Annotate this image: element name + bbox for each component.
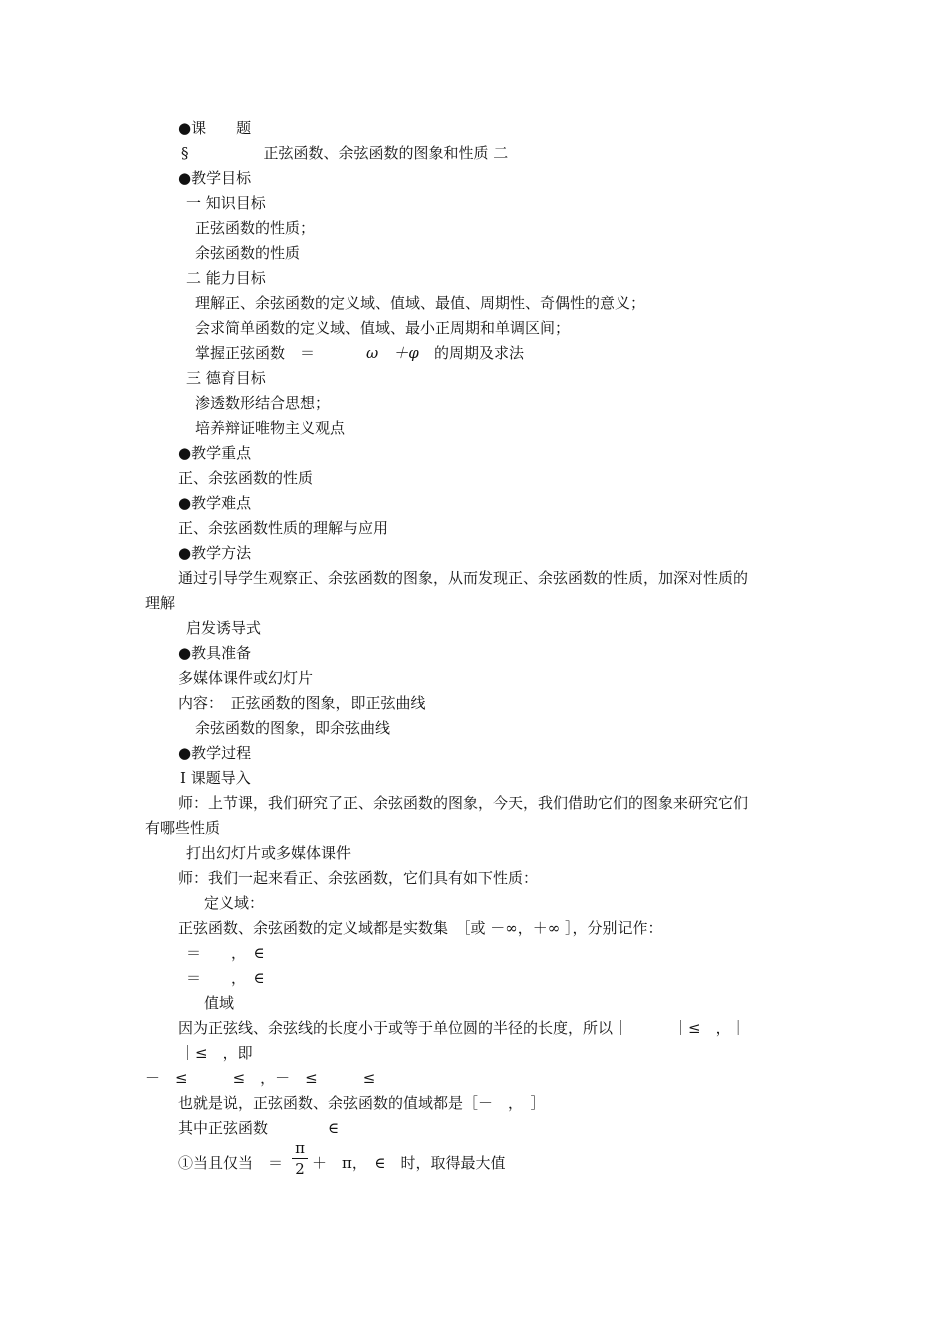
text-line: ＋ π， ∈ 时，取得最大值 — [312, 1154, 506, 1172]
text-line: 启发诱导式 — [186, 619, 262, 637]
text-line: 理解 — [145, 594, 176, 612]
text-line: 渗透数形结合思想； — [195, 394, 331, 412]
heading-key-points: ●教学重点 — [178, 444, 252, 462]
fraction-bar — [292, 1158, 308, 1159]
text-line: 内容： 正弦函数的图象，即正弦曲线 — [178, 694, 426, 712]
text-line: 余弦函数的图象，即余弦曲线 — [195, 719, 391, 737]
text-line: 正弦函数、余弦函数的定义域都是实数集 ［或 －∞，＋∞ ］，分别记作： — [178, 919, 663, 937]
fraction-denominator: 2 — [295, 1160, 305, 1178]
text-line: 打出幻灯片或多媒体课件 — [186, 844, 352, 862]
text-line: ｜≤ ，即 — [180, 1044, 253, 1062]
subheading-moral: 三 德育目标 — [186, 369, 266, 387]
text-line: 因为正弦线、余弦线的长度小于或等于单位圆的半径的长度，所以｜ ｜≤ ，｜ — [178, 1019, 746, 1037]
heading-methods: ●教学方法 — [178, 544, 252, 562]
text-line: 师：上节课，我们研究了正、余弦函数的图象，今天，我们借助它们的图象来研究它们 — [178, 794, 749, 812]
formula-line: － ≤ ≤ ，－ ≤ ≤ — [145, 1069, 376, 1087]
text-line: 也就是说，正弦函数、余弦函数的值域都是［－ ， ］ — [178, 1094, 546, 1112]
text-line: 通过引导学生观察正、余弦函数的图象，从而发现正、余弦函数的性质，加深对性质的 — [178, 569, 749, 587]
text-line: 的周期及求法 — [434, 344, 525, 362]
text-line: 多媒体课件或幻灯片 — [178, 669, 314, 687]
heading-topic: ●课 题 — [178, 119, 252, 137]
subheading-ability: 二 能力目标 — [186, 269, 266, 287]
text-line: 余弦函数的性质 — [195, 244, 301, 262]
text-line: 培养辩证唯物主义观点 — [195, 419, 346, 437]
formula-line: ＝ ， ∈ — [186, 944, 265, 962]
text-line: 会求简单函数的定义域、值域、最小正周期和单调区间； — [195, 319, 571, 337]
heading-difficulties: ●教学难点 — [178, 494, 252, 512]
heading-materials: ●教具准备 — [178, 644, 252, 662]
subheading-knowledge: 一 知识目标 — [186, 194, 266, 212]
fraction-pi-over-2 — [292, 1139, 308, 1178]
text-line: 理解正、余弦函数的定义域、值域、最值、周期性、奇偶性的意义； — [195, 294, 646, 312]
heading-objectives: ●教学目标 — [178, 169, 252, 187]
text-line: 正、余弦函数的性质 — [178, 469, 314, 487]
subheading-domain: 定义域： — [204, 894, 265, 912]
subheading-intro: Ⅰ 课题导入 — [180, 769, 251, 787]
formula-line: ＝ ， ∈ — [186, 969, 265, 987]
formula-omega-phi: ω ＋φ — [366, 344, 419, 362]
text-line: ①当且仅当 ＝ — [178, 1154, 284, 1172]
text-line: 其中正弦函数 ∈ — [178, 1119, 340, 1137]
topic-title: § 正弦函数、余弦函数的图象和性质 二 — [181, 144, 509, 162]
text-line: 正弦函数的性质； — [195, 219, 316, 237]
text-line: 有哪些性质 — [145, 819, 221, 837]
text-line: 师：我们一起来看正、余弦函数，它们具有如下性质： — [178, 869, 539, 887]
text-line: 掌握正弦函数 ＝ — [195, 344, 346, 362]
text-line: 正、余弦函数性质的理解与应用 — [178, 519, 389, 537]
subheading-range: 值域 — [204, 994, 235, 1012]
fraction-numerator: π — [295, 1139, 305, 1157]
heading-process: ●教学过程 — [178, 744, 252, 762]
